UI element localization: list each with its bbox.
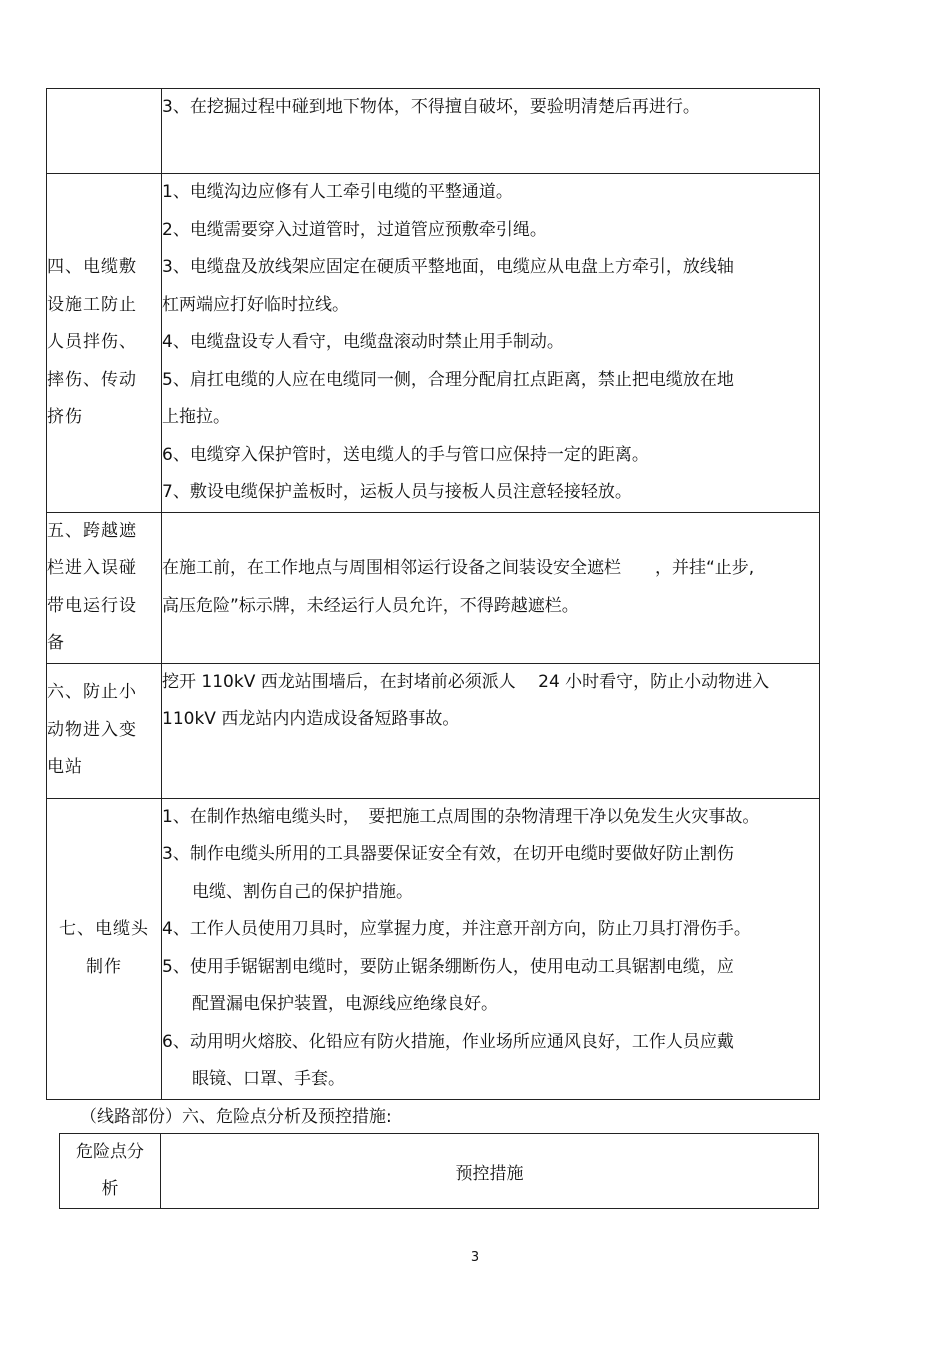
table-row [47, 798, 820, 1099]
category-line: 设施工防止 [47, 294, 137, 315]
measure-line: 2、电缆需要穿入过道管时，过道管应预敷牵引绳。 [162, 219, 547, 240]
measure-line: 上拖拉。 [162, 407, 230, 427]
measures-cell [162, 512, 820, 663]
measure-line: 4、电缆盘设专人看守，电缆盘滚动时禁止用手制动。 [162, 332, 564, 352]
table-row [47, 89, 820, 174]
header-line: 析 [101, 1179, 119, 1199]
measure-line: 眼镜、口罩、手套。 [192, 1069, 345, 1089]
table-row [47, 663, 820, 798]
measure-line: 4、工作人员使用刀具时，应掌握力度，并注意开剖方向，防止刀具打滑伤手。 [162, 919, 751, 939]
measure-line: 3、在挖掘过程中碰到地下物体，不得擅自破坏，要验明清楚后再进行。 [162, 97, 700, 117]
table-row [47, 174, 820, 513]
category-line: 七、电缆头 [59, 919, 149, 939]
measure-line: 5、使用手锯锯割电缆时，要防止锯条绷断伤人，使用电动工具锯割电缆，应 [162, 956, 734, 977]
hazard-analysis-table [59, 1133, 819, 1209]
category-line: 带电运行设 [47, 595, 137, 616]
category-line: 动物进入变 [47, 719, 137, 740]
category-line: 人员拌伤、 [47, 332, 137, 352]
measure-line: 6、电缆穿入保护管时，送电缆人的手与管口应保持一定的距离。 [162, 444, 649, 465]
table-header-row [60, 1134, 819, 1209]
measure-line: 6、动用明火熔胶、化铅应有防火措施，作业场所应通风良好，工作人员应戴 [162, 1031, 734, 1052]
page-number: 3 [470, 1250, 480, 1265]
measure-line: 电缆、割伤自己的保护措施。 [192, 881, 413, 902]
header-line: 危险点分 [76, 1142, 144, 1162]
measures-cell [162, 798, 820, 1099]
header-hazard-analysis [60, 1134, 161, 1209]
category-cell [47, 174, 162, 513]
measure-line: 1、在制作热缩电缆头时， 要把施工点周围的杂物清理干净以免发生火灾事故。 [162, 806, 760, 827]
category-cell [47, 663, 162, 798]
measures-cell [162, 89, 820, 174]
measure-line: 配置漏电保护装置，电源线应绝缘良好。 [192, 994, 498, 1014]
table-row [47, 512, 820, 663]
category-line: 摔伤、传动 [47, 369, 137, 390]
measure-line: 3、制作电缆头所用的工具器要保证安全有效，在切开电缆时要做好防止割伤 [162, 844, 734, 864]
safety-measures-table [46, 88, 820, 1100]
category-line: 四、电缆敷 [47, 257, 137, 277]
measure-line: 杠两端应打好临时拉线。 [162, 294, 349, 315]
measure-line: 在施工前，在工作地点与周围相邻运行设备之间装设安全遮栏 ，并挂“止步, [162, 558, 755, 578]
measures-cell [162, 663, 820, 798]
category-line: 备 [47, 633, 65, 653]
measure-line: 高压危险”标示牌，未经运行人员允许，不得跨越遮栏。 [162, 595, 579, 616]
category-line: 电站 [47, 757, 83, 778]
measure-line: 挖开 110kV 西龙站围墙后，在封堵前必须派人 24 小时看守，防止小动物进入 [162, 671, 770, 692]
category-line: 六、防止小 [47, 682, 137, 703]
measure-line: 110kV 西龙站内内造成设备短路事故。 [162, 709, 460, 729]
measure-line: 1、电缆沟边应修有人工牵引电缆的平整通道。 [162, 182, 513, 202]
category-cell [47, 89, 162, 174]
measure-line: 3、电缆盘及放线架应固定在硬质平整地面，电缆应从电盘上方牵引，放线轴 [162, 257, 734, 277]
category-line: 栏进入误碰 [47, 558, 137, 578]
category-cell [47, 512, 162, 663]
category-line: 制作 [86, 956, 122, 977]
measure-line: 7、敷设电缆保护盖板时，运板人员与接板人员注意轻接轻放。 [162, 482, 632, 502]
header-control-measures: 预控措施 [161, 1134, 819, 1209]
category-line: 五、跨越遮 [47, 520, 137, 541]
category-line: 挤伤 [47, 407, 83, 427]
measure-line: 5、肩扛电缆的人应在电缆同一侧，合理分配肩扛点距离，禁止把电缆放在地 [162, 369, 734, 390]
section-title: （线路部份）六、危险点分析及预控措施: [80, 1107, 392, 1127]
measures-cell [162, 174, 820, 513]
category-cell [47, 798, 162, 1099]
